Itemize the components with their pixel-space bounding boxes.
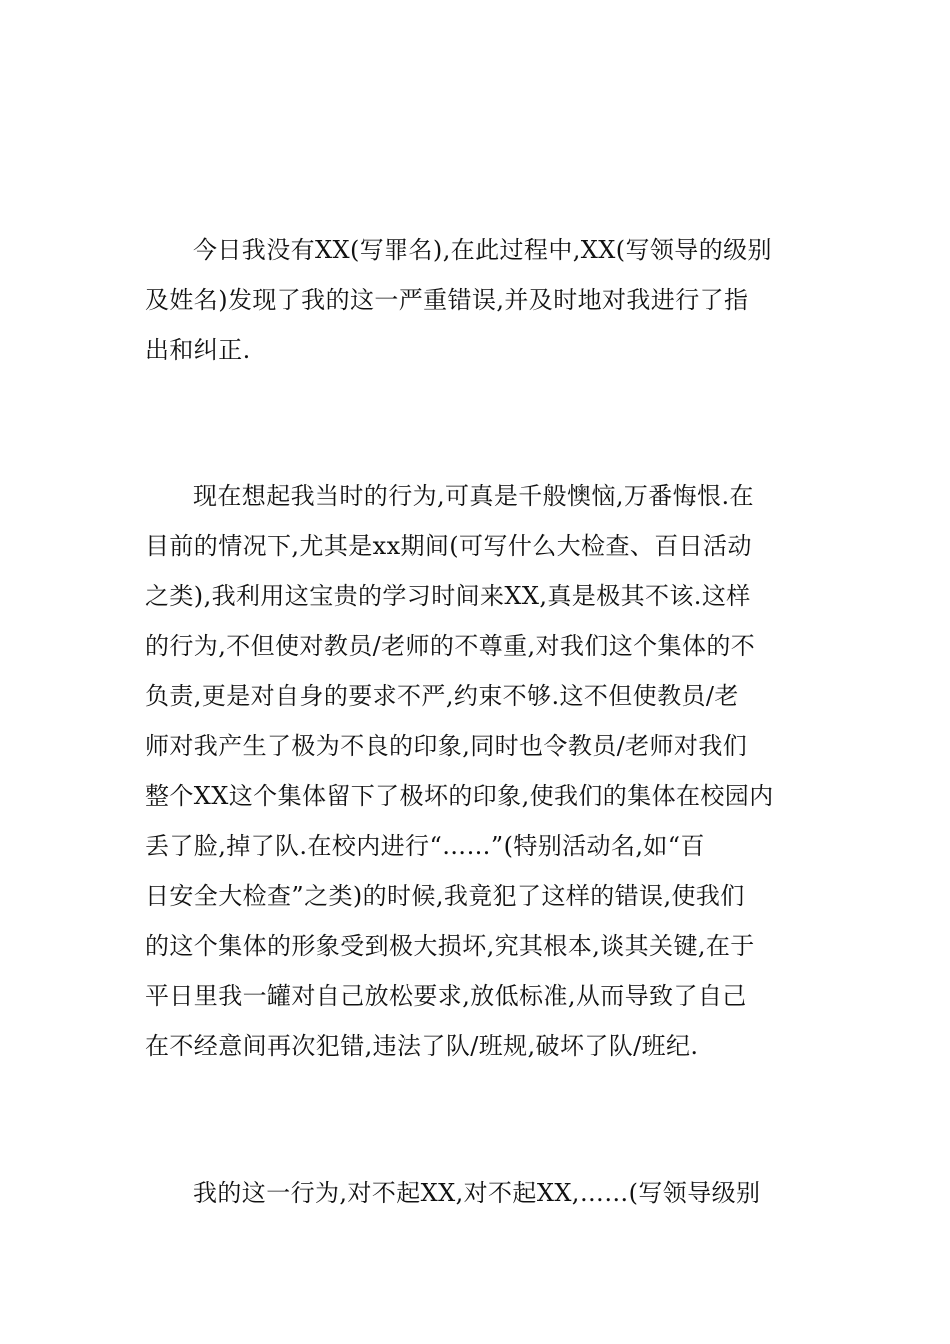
paragraph-2-line-10: 的这个集体的形象受到极大损坏,究其根本,谈其关键,在于	[145, 932, 755, 960]
paragraph-2-line-6: 师对我产生了极为不良的印象,同时也令教员/老师对我们	[145, 732, 748, 760]
paragraph-2-line-11: 平日里我一罐对自己放松要求,放低标准,从而导致了自己	[145, 982, 747, 1010]
paragraph-2	[145, 471, 810, 1071]
paragraph-2-line-12: 在不经意间再次犯错,违法了队/班规,破坏了队/班纪.	[145, 1032, 699, 1060]
paragraph-2-line-9: 日安全大检查”之类)的时候,我竟犯了这样的错误,使我们	[145, 882, 745, 910]
paragraph-2-line-4: 的行为,不但使对教员/老师的不尊重,对我们这个集体的不	[145, 632, 756, 660]
paragraph-2-line-1: 现在想起我当时的行为,可真是千般懊恼,万番悔恨.在	[193, 482, 754, 510]
paragraph-2-line-5: 负责,更是对自身的要求不严,约束不够.这不但使教员/老	[145, 682, 739, 710]
paragraph-3	[145, 1168, 810, 1218]
paragraph-1	[145, 225, 810, 375]
paragraph-2-line-3: 之类),我利用这宝贵的学习时间来XX,真是极其不该.这样	[145, 582, 751, 610]
paragraph-1-line-1: 今日我没有XX(写罪名),在此过程中,XX(写领导的级别	[193, 236, 772, 264]
paragraph-2-line-2: 目前的情况下,尤其是xx期间(可写什么大检查、百日活动	[145, 532, 752, 560]
paragraph-2-line-8: 丢了脸,掉了队.在校内进行“……”(特别活动名,如“百	[145, 832, 705, 860]
paragraph-2-line-7: 整个XX这个集体留下了极坏的印象,使我们的集体在校园内	[145, 782, 774, 810]
paragraph-1-line-2: 及姓名)发现了我的这一严重错误,并及时地对我进行了指	[145, 286, 749, 314]
paragraph-3-line-1: 我的这一行为,对不起XX,对不起XX,……(写领导级别	[193, 1179, 761, 1207]
paragraph-1-line-3: 出和纠正.	[145, 336, 251, 364]
